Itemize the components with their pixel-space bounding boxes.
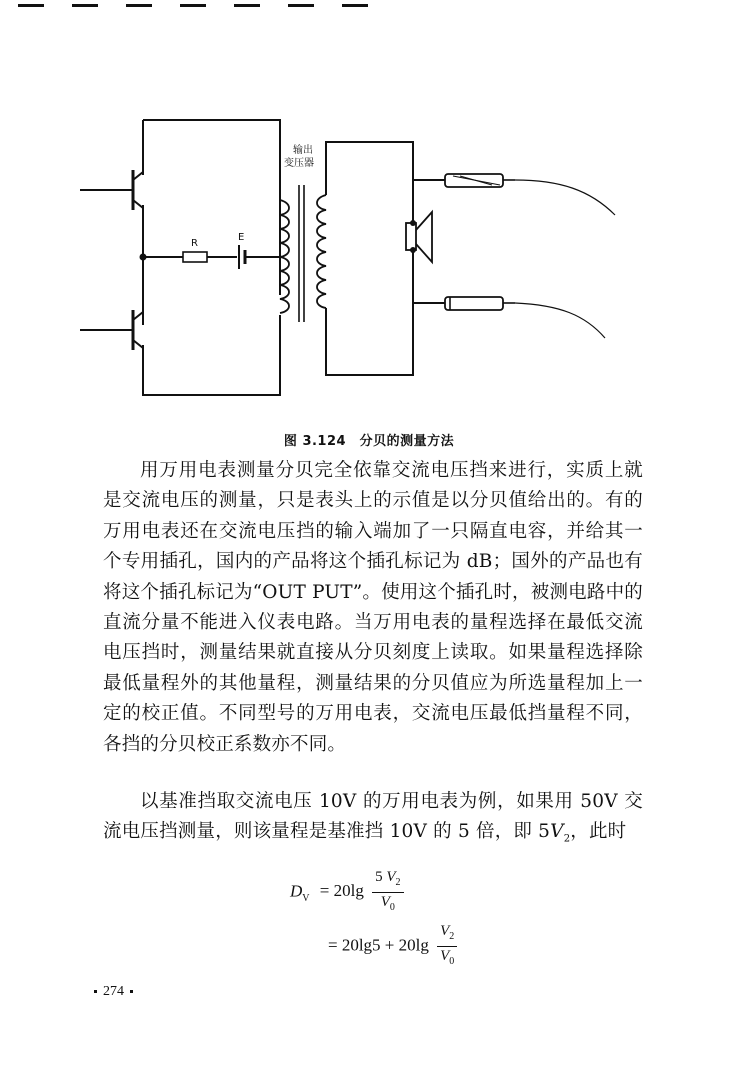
- formula-lhs-var: D: [290, 881, 303, 901]
- f2-den-sub: 0: [449, 956, 455, 967]
- body-paragraph-2: [103, 787, 643, 856]
- top-edge-marks: [0, 0, 738, 14]
- f1-den-var: V: [380, 894, 390, 910]
- formula-line-1: [290, 868, 404, 917]
- transistor-upper: [80, 170, 143, 210]
- probe-lower-lead: [515, 303, 605, 338]
- transistor-lower: [80, 310, 143, 350]
- paragraph2-sub: 2: [563, 834, 571, 846]
- speaker-cone: [416, 212, 432, 262]
- transformer-label-line2: 变压器: [284, 158, 314, 169]
- f1-den-sub: 0: [389, 902, 395, 913]
- f2-num-var: V: [440, 923, 450, 939]
- secondary-circuit-wire: [326, 142, 413, 195]
- body-paragraph-1: 用万用电表测量分贝完全依靠交流电压挡来进行，实质上就是交流电压的测量，只是表头上的示值是以分贝值给出的。有的万用电表还在交流电压挡的输入端加了一只隔直电容，并给其一个专用插孔，国内的产品将这个插孔标记为 dB；国外的产品也有将这个插孔标记为“OUT PUT”。使用这个插孔时，被测电路中的直流分量不能进入仪表电路。当万用电表的量程选择在最低交流电压挡时，测量结果就直接从分贝刻度上读取。如果量程选择除最低量程外的其他量程，测量结果的分贝值应为所选量程加上一定的校正值。不同型号的万用电表，交流电压最低挡量程不同，各挡的分贝校正系数亦不同。: [103, 460, 643, 755]
- primary-circuit-wire: [143, 120, 280, 295]
- f1-num-sub: 2: [395, 877, 401, 888]
- speaker-magnet: [406, 223, 416, 250]
- f1-num-var: V: [386, 869, 396, 885]
- page-number: [88, 984, 139, 1000]
- f1-num-coef: 5: [375, 869, 383, 885]
- formula-line-2: [328, 922, 457, 971]
- probe-lower: [445, 297, 503, 310]
- paragraph2-text-a: 以基准挡取交流电压 10V 的万用电表为例，如果用 50V 交流电压挡测量，则该量程是基准挡 10V 的 5 倍，即 5: [103, 791, 643, 843]
- paragraph2-var: V: [550, 821, 564, 843]
- f2-den-var: V: [440, 948, 450, 964]
- resistor: [183, 252, 207, 262]
- primary-circuit-wire-bottom: [143, 315, 280, 395]
- primary-coil: [280, 200, 289, 313]
- paragraph2-text-b: ，此时: [570, 821, 627, 843]
- figure-caption: 图 3.124 分贝的测量方法: [283, 434, 455, 449]
- battery-label: E: [238, 232, 245, 243]
- formula-eq2-prefix: = 20lg5 + 20lg: [328, 935, 429, 955]
- formula-fraction-1: [372, 868, 403, 917]
- formula-eq1-prefix: = 20lg: [319, 881, 364, 901]
- page-number-value: 274: [103, 984, 124, 999]
- f2-num-sub: 2: [449, 931, 455, 942]
- probe-upper-lead: [515, 180, 615, 215]
- secondary-coil: [317, 195, 326, 308]
- circuit-diagram: [60, 100, 700, 420]
- formula-fraction-2: [437, 922, 457, 971]
- resistor-label: R: [191, 238, 198, 249]
- transformer-label-line1: 输出: [293, 145, 313, 156]
- formula-lhs-sub: V: [302, 892, 310, 904]
